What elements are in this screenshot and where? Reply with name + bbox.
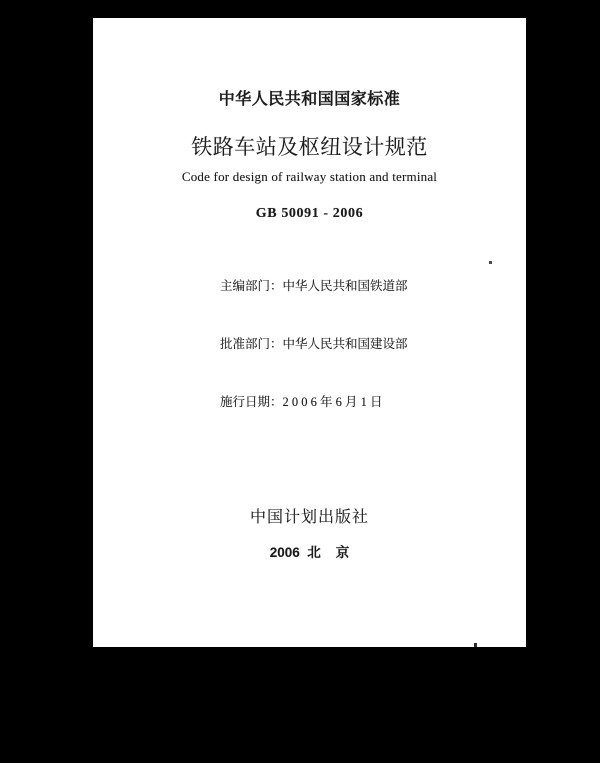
scan-speck (489, 261, 492, 264)
effective-date-line: 施行日期：2 0 0 6 年 6 月 1 日 (220, 395, 383, 410)
document-title-english: Code for design of railway station and terminal (181, 169, 438, 184)
publication-year-city: 2006 北 京 (269, 545, 350, 560)
publisher-name: 中国计划出版社 (249, 509, 369, 526)
scan-speck (474, 643, 477, 647)
chief-editor-department-line: 主编部门：中华人民共和国铁道部 (220, 278, 408, 293)
document-title-page (93, 18, 526, 647)
standard-number: GB 50091 - 2006 (255, 206, 364, 221)
publication-details (220, 238, 408, 451)
standard-category-label: 中华人民共和国国家标准 (218, 91, 401, 108)
document-title-chinese: 铁路车站及枢纽设计规范 (191, 135, 428, 159)
approval-department-line: 批准部门：中华人民共和国建设部 (220, 337, 408, 352)
